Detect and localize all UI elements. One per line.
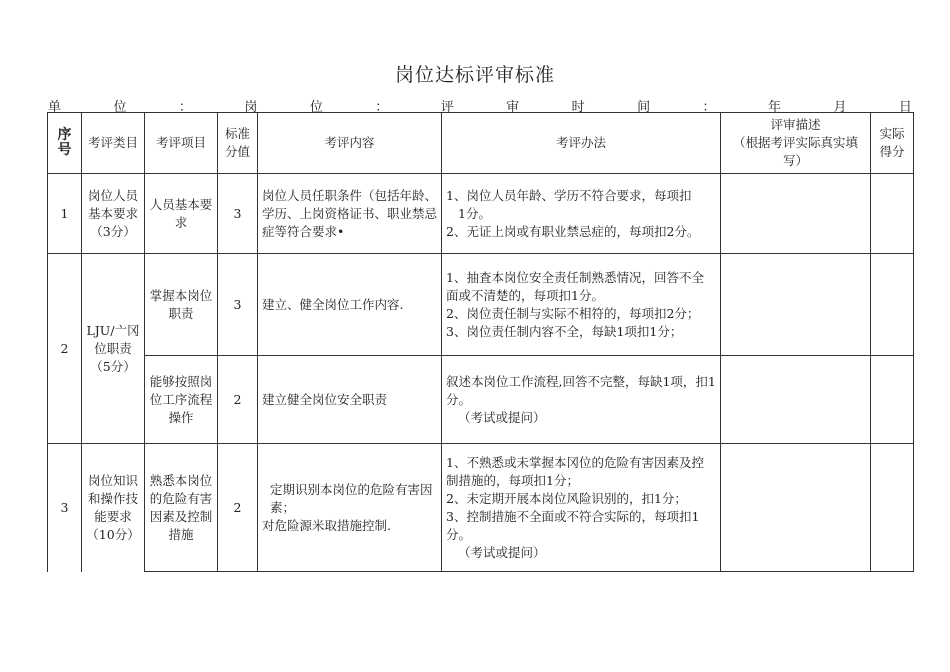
row-category: 岗位知识和操作技能要求（10分） bbox=[82, 444, 145, 572]
row-content bbox=[258, 444, 442, 572]
info-char: ： bbox=[178, 100, 192, 115]
method-line: 1分。 bbox=[458, 205, 491, 221]
header-content: 考评内容 bbox=[258, 113, 442, 174]
method-line: 3、岗位责任制内容不全，每缺1项扣1分； bbox=[446, 324, 683, 339]
row-score: 2 bbox=[218, 444, 258, 572]
method-line: （考试或提问） bbox=[458, 409, 546, 425]
document-title: 岗位达标评审标准 bbox=[394, 64, 555, 86]
row-actual-score[interactable] bbox=[871, 174, 914, 254]
info-char: ： bbox=[375, 100, 389, 115]
row-method bbox=[442, 356, 721, 444]
info-char: 单 bbox=[48, 100, 62, 115]
row-score: 3 bbox=[218, 254, 258, 356]
row-content: 建立健全岗位安全职责 bbox=[258, 356, 442, 444]
row-method bbox=[442, 254, 721, 356]
row-content: 建立、健全岗位工作内容. bbox=[258, 254, 442, 356]
table-row bbox=[48, 356, 914, 444]
evaluation-table bbox=[47, 112, 914, 572]
row-item: 能够按照岗位工序流程操作 bbox=[145, 356, 218, 444]
method-line: 2、未定期开展本岗位风险识别的，扣1分； bbox=[446, 490, 687, 506]
row-category: LJU/亠冈位职责（5分） bbox=[82, 254, 145, 444]
row-item: 掌握本岗位职责 bbox=[145, 254, 218, 356]
row-seq: 1 bbox=[48, 174, 82, 254]
row-review-description[interactable] bbox=[721, 444, 871, 572]
info-char: 间 bbox=[637, 100, 651, 115]
info-char: 评 bbox=[440, 100, 454, 115]
table-row bbox=[48, 444, 914, 572]
row-content: 岗位人员任职条件（包括年龄、学历、上岗资格证书、职业禁忌症等符合要求• bbox=[258, 174, 442, 254]
header-description-note: （根据考评实际真实填写） bbox=[732, 135, 858, 169]
header-row bbox=[48, 113, 914, 174]
header-seq: 序号 bbox=[48, 113, 82, 174]
info-char: 位 bbox=[309, 100, 323, 115]
method-line: 3、控制措施不全面或不符合实际的，每项扣1分。 bbox=[446, 508, 700, 542]
row-review-description[interactable] bbox=[721, 254, 871, 356]
content-line: 对危险源米取措施控制. bbox=[262, 517, 391, 533]
header-description-title: 评审描述 bbox=[770, 117, 821, 132]
method-line: 1、岗位人员年龄、学历不符合要求，每项扣 bbox=[446, 187, 692, 203]
info-char: 岗 bbox=[244, 100, 258, 115]
method-line: （考试或提问） bbox=[458, 545, 546, 561]
info-char: 年 bbox=[767, 100, 781, 115]
info-char: 月 bbox=[833, 100, 847, 115]
header-actual-score: 实际得分 bbox=[871, 113, 914, 174]
info-char: 审 bbox=[506, 100, 520, 115]
header-description bbox=[721, 113, 871, 174]
method-line: 2、无证上岗或有职业禁忌症的，每项扣2分。 bbox=[446, 223, 700, 239]
row-score: 2 bbox=[218, 356, 258, 444]
row-category: 岗位人员基本要求（3分） bbox=[82, 174, 145, 254]
header-score: 标准分值 bbox=[218, 113, 258, 174]
method-line: 1、抽査本岗位安全责任制熟悉情况，回答不全面或不清楚的，每项扣1分。 bbox=[446, 269, 704, 303]
info-line bbox=[48, 96, 912, 115]
header-category: 考评类目 bbox=[82, 113, 145, 174]
row-actual-score[interactable] bbox=[871, 254, 914, 356]
row-seq: 2 bbox=[48, 254, 82, 444]
header-item: 考评项目 bbox=[145, 113, 218, 174]
row-actual-score[interactable] bbox=[871, 444, 914, 572]
info-char: 日 bbox=[898, 100, 912, 115]
method-line: 叙述本岗位工作流程,回答不完整，每缺1项，扣1分。 bbox=[446, 373, 716, 407]
row-method bbox=[442, 444, 721, 572]
info-char: 时 bbox=[571, 100, 585, 115]
method-line: 2、岗位责任制与实际不相符的，每项扣2分； bbox=[446, 305, 700, 321]
row-actual-score[interactable] bbox=[871, 356, 914, 444]
table-row bbox=[48, 174, 914, 254]
row-item: 熟悉本岗位的危险有害因素及控制措施 bbox=[145, 444, 218, 572]
method-line: 1、不熟悉或未掌握本冈位的危险有害因素及控制措施的，每项扣1分； bbox=[446, 454, 704, 488]
content-line: 定期识别本岗位的危险有害因素； bbox=[270, 481, 433, 515]
table-row bbox=[48, 254, 914, 356]
row-item: 人员基本要求 bbox=[145, 174, 218, 254]
header-method: 考评办法 bbox=[442, 113, 721, 174]
row-seq: 3 bbox=[48, 444, 82, 572]
row-review-description[interactable] bbox=[721, 356, 871, 444]
info-char: ： bbox=[702, 100, 716, 115]
info-char: 位 bbox=[113, 100, 127, 115]
row-score: 3 bbox=[218, 174, 258, 254]
row-review-description[interactable] bbox=[721, 174, 871, 254]
row-method bbox=[442, 174, 721, 254]
